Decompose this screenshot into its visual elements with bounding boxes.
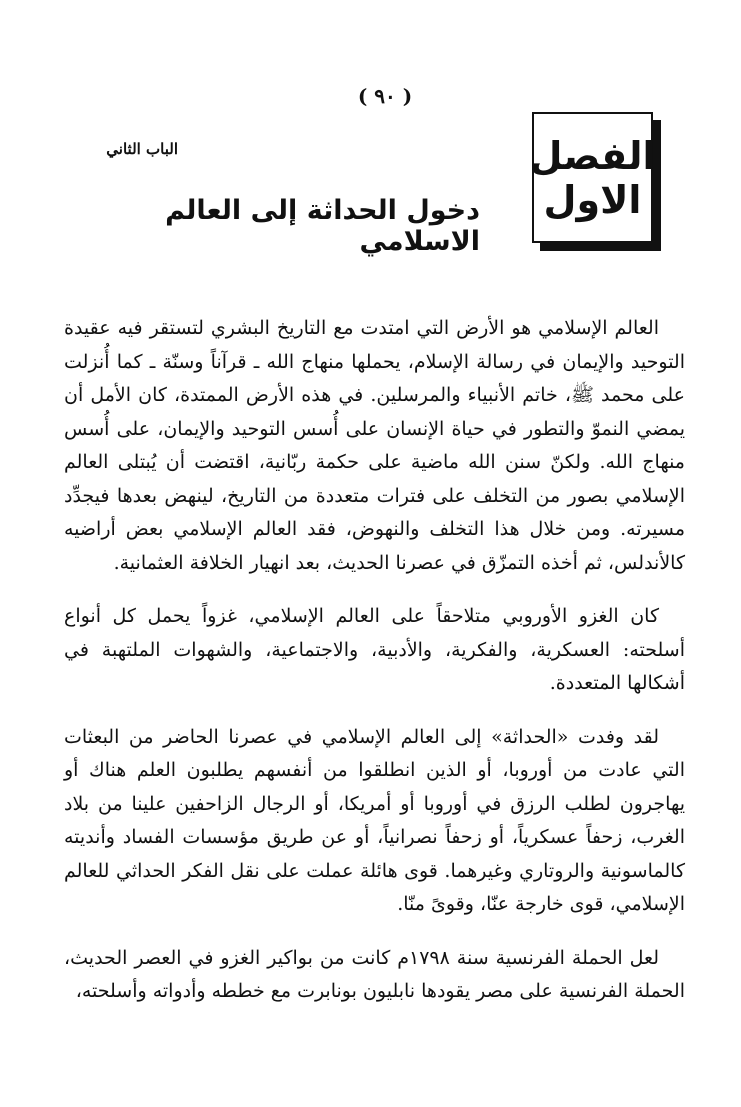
paragraph: لعل الحملة الفرنسية سنة ١٧٩٨م كانت من بواكير الغزو في العصر الحديث، الحملة الفرنسية على مصر يقودها نابليون بونابرت مع خططه وأدواته وأسلحته، <box>64 946 685 1002</box>
body-text <box>64 312 685 1009</box>
paragraph: كان الغزو الأوروبي متلاحقاً على العالم الإسلامي، غزواً يحمل كل أنواع أسلحته: العسكرية، والفكرية، والأدبية، والاجتماعية، والشهوات الملتهبة في أشكالها المتعددة. <box>64 605 685 694</box>
paragraph: العالم الإسلامي هو الأرض التي امتدت مع التاريخ البشري لتستقر فيه عقيدة التوحيد والإيمان في رسالة الإسلام، يحملها منهاج الله ـ قرآناً وسنّة ـ كما أُنزلت على محمد ﷺ، خاتم الأنبياء والمرسلين. في هذه الأرض الممتدة، كان الأمل أن يمضي النموّ والتطور في حياة الإنسان على أُسس التوحيد والإيمان، على أُسس منهاج الله. ولكنّ سنن الله ماضية على حكمة ربّانية، اقتضت أن يُبتلى العالم الإسلامي بصور من التخلف على فترات متعددة من التاريخ، لينهض بعدها فيجدِّد مسيرته. ومن خلال هذا التخلف والنهوض، فقد العالم الإسلامي بعض أراضيه كالأندلس، ثم أخذه التمزّق في عصرنا الحديث، بعد انهيار الخلافة العثمانية. <box>64 317 685 574</box>
paragraph: لقد وفدت «الحداثة» إلى العالم الإسلامي في عصرنا الحاضر من البعثات التي عادت من أوروبا، أو الذين انطلقوا من أنفسهم يطلبون العلم هناك أو يهاجرون لطلب الرزق في أوروبا أو أمريكا، أو الرجال الزاحفين علينا من بلاد الغرب، زحفاً عسكرياً، أو زحفاً نصرانياً، أو عن طريق مؤسسات الفساد وأنديته كالماسونية والروتاري وغيرهما. قوى هائلة عملت على نقل الفكر الحداثي للعالم الإسلامي، قوى خارجة عنّا، وقوىً منّا. <box>64 725 685 915</box>
chapter-label-line1: الفصل <box>529 133 656 178</box>
chapter-label-box <box>529 112 656 243</box>
page-number: ( ٩٠ ) <box>357 84 413 108</box>
section-label: الباب الثاني <box>106 140 178 158</box>
chapter-label-line2: الاول <box>543 177 642 222</box>
chapter-title: دخول الحداثة إلى العالم الاسلامي <box>165 195 480 257</box>
